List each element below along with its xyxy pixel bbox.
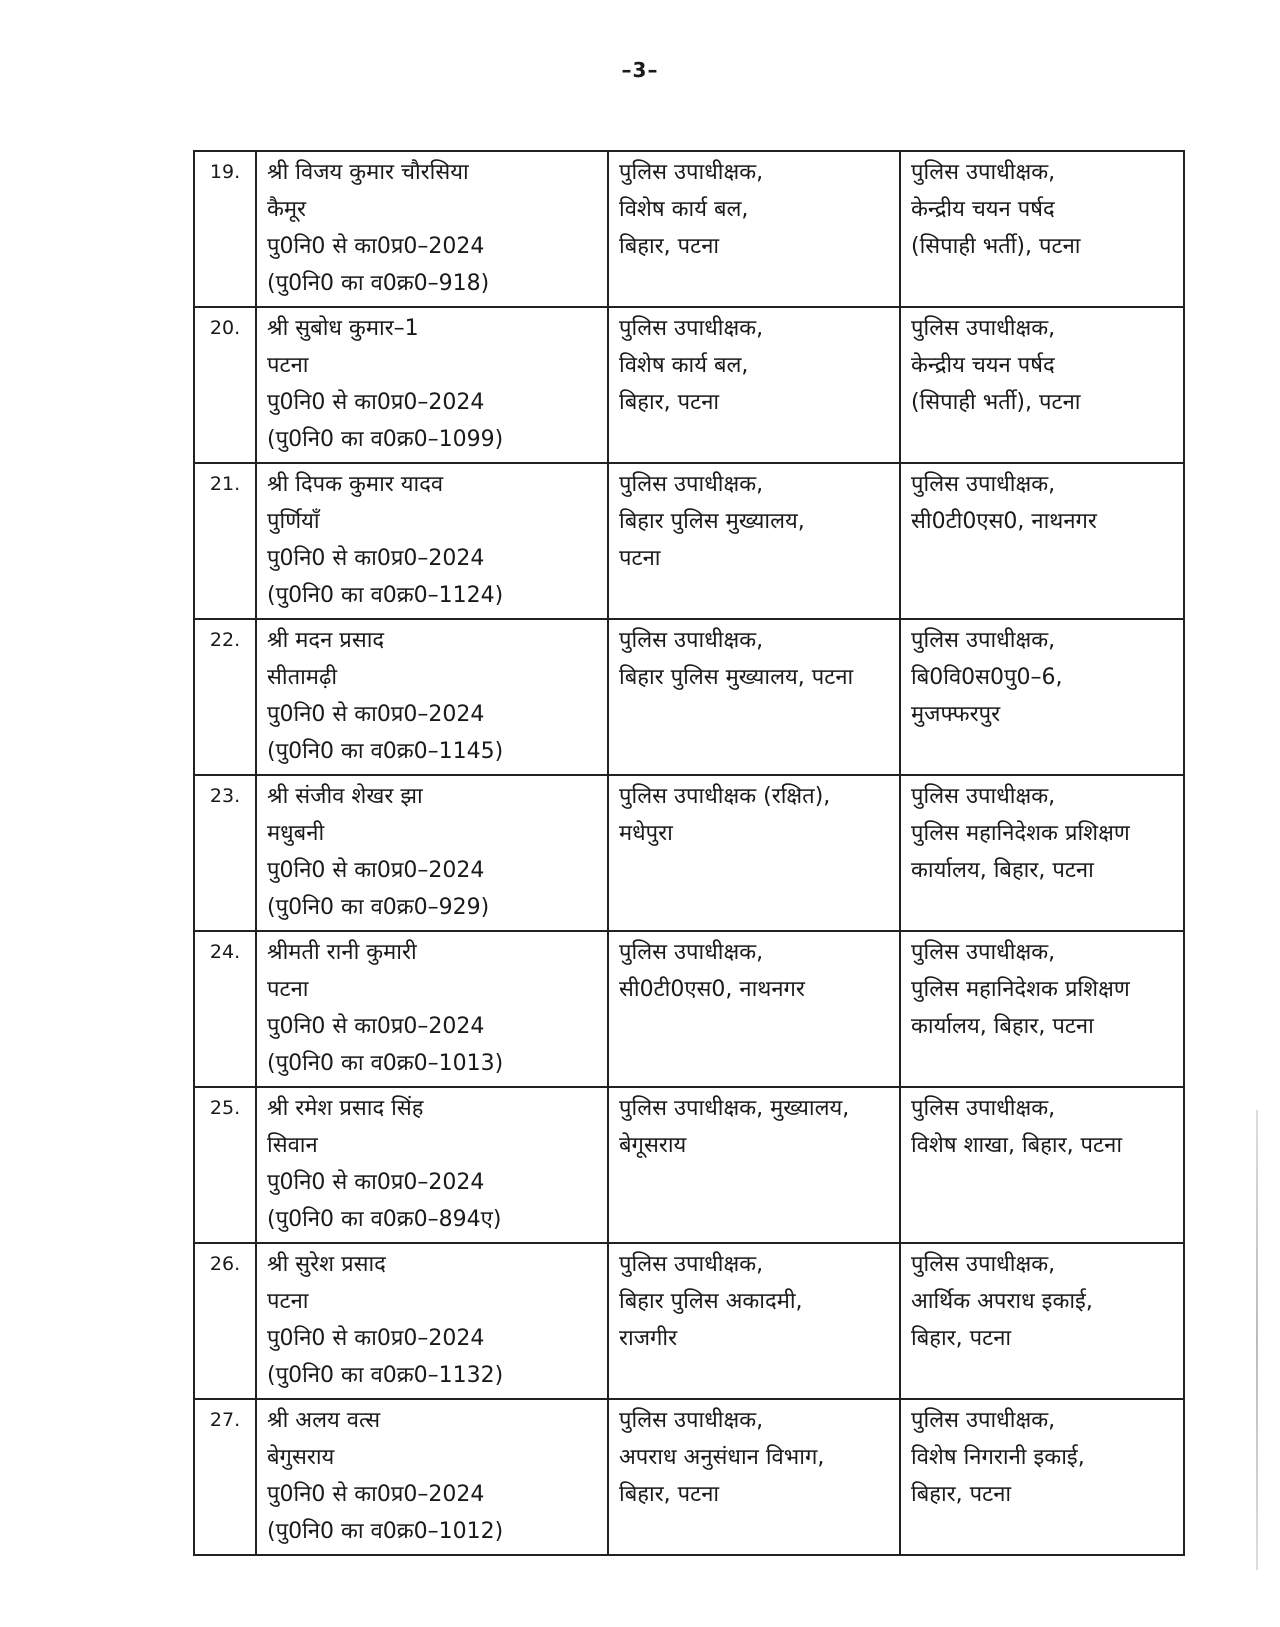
current-posting-line: बिहार पुलिस अकादमी,	[619, 1289, 803, 1314]
current-posting-cell	[608, 307, 900, 463]
current-posting-line: अपराध अनुसंधान विभाग,	[619, 1445, 825, 1470]
officer-name: श्री विजय कुमार चौरसिया	[267, 160, 469, 185]
table-row	[194, 463, 1184, 619]
officer-name: श्री रमेश प्रसाद सिंह	[267, 1096, 424, 1121]
new-posting-line: पुलिस उपाधीक्षक,	[911, 316, 1056, 341]
table-row	[194, 1087, 1184, 1243]
officer-details-cell	[256, 463, 608, 619]
new-posting-line: पुलिस उपाधीक्षक,	[911, 472, 1056, 497]
serial-number-cell: 19.	[194, 151, 256, 307]
seniority-info: (पु0नि0 का व0क्र0–1099)	[267, 427, 504, 452]
table-row	[194, 1399, 1184, 1555]
promotion-info: पु0नि0 से का0प्र0–2024	[267, 234, 485, 259]
officer-name: श्री मदन प्रसाद	[267, 628, 385, 653]
seniority-info: (पु0नि0 का व0क्र0–1012)	[267, 1519, 504, 1544]
promotion-info: पु0नि0 से का0प्र0–2024	[267, 1170, 485, 1195]
new-posting-line: (सिपाही भर्ती), पटना	[911, 390, 1081, 415]
new-posting-line: पुलिस महानिदेशक प्रशिक्षण	[911, 977, 1130, 1002]
new-posting-line: पुलिस महानिदेशक प्रशिक्षण	[911, 821, 1130, 846]
officer-name: श्री अलय वत्स	[267, 1408, 381, 1433]
new-posting-cell	[900, 775, 1184, 931]
officer-name: श्री दिपक कुमार यादव	[267, 472, 444, 497]
current-posting-line: विशेष कार्य बल,	[619, 197, 749, 222]
promotion-info: पु0नि0 से का0प्र0–2024	[267, 390, 485, 415]
current-posting-line: बेगूसराय	[619, 1133, 687, 1158]
seniority-info: (पु0नि0 का व0क्र0–929)	[267, 895, 490, 920]
new-posting-cell	[900, 619, 1184, 775]
serial-number-cell: 25.	[194, 1087, 256, 1243]
new-posting-line: मुजफ्फरपुर	[911, 702, 1001, 727]
seniority-info: (पु0नि0 का व0क्र0–1145)	[267, 739, 504, 764]
new-posting-line: पुलिस उपाधीक्षक,	[911, 940, 1056, 965]
seniority-info: (पु0नि0 का व0क्र0–1013)	[267, 1051, 504, 1076]
serial-number-cell: 27.	[194, 1399, 256, 1555]
current-posting-cell	[608, 1243, 900, 1399]
new-posting-line: पुलिस उपाधीक्षक,	[911, 1252, 1056, 1277]
officer-details-cell	[256, 775, 608, 931]
new-posting-line: केन्द्रीय चयन पर्षद	[911, 197, 1055, 222]
current-posting-cell	[608, 463, 900, 619]
serial-number-cell: 20.	[194, 307, 256, 463]
promotion-info: पु0नि0 से का0प्र0–2024	[267, 858, 485, 883]
officer-details-cell	[256, 1087, 608, 1243]
current-posting-cell	[608, 1399, 900, 1555]
new-posting-line: बिहार, पटना	[911, 1482, 1012, 1507]
current-posting-line: पुलिस उपाधीक्षक (रक्षित),	[619, 784, 831, 809]
officer-details-cell	[256, 1243, 608, 1399]
officer-name: श्री सुरेश प्रसाद	[267, 1252, 386, 1277]
current-posting-line: पुलिस उपाधीक्षक,	[619, 940, 764, 965]
current-posting-line: बिहार पुलिस मुख्यालय,	[619, 509, 805, 534]
current-posting-line: पुलिस उपाधीक्षक,	[619, 1252, 764, 1277]
current-posting-line: पुलिस उपाधीक्षक,	[619, 316, 764, 341]
new-posting-line: (सिपाही भर्ती), पटना	[911, 234, 1081, 259]
table-row	[194, 307, 1184, 463]
current-posting-cell	[608, 619, 900, 775]
serial-number-cell: 26.	[194, 1243, 256, 1399]
table-row	[194, 931, 1184, 1087]
new-posting-line: केन्द्रीय चयन पर्षद	[911, 353, 1055, 378]
current-posting-line: बिहार, पटना	[619, 234, 720, 259]
officer-district: पटना	[267, 1289, 309, 1314]
current-posting-line: विशेष कार्य बल,	[619, 353, 749, 378]
new-posting-line: बि0वि0स0पु0–6,	[911, 665, 1063, 690]
officer-district: पुर्णियाँ	[267, 509, 320, 534]
new-posting-line: कार्यालय, बिहार, पटना	[911, 858, 1094, 883]
new-posting-line: पुलिस उपाधीक्षक,	[911, 1096, 1056, 1121]
current-posting-line: बिहार पुलिस मुख्यालय, पटना	[619, 665, 854, 690]
current-posting-line: मधेपुरा	[619, 821, 673, 846]
officer-district: सिवान	[267, 1133, 318, 1158]
current-posting-cell	[608, 931, 900, 1087]
page-number: –3–	[621, 58, 659, 82]
officer-district: बेगुसराय	[267, 1445, 335, 1470]
promotion-info: पु0नि0 से का0प्र0–2024	[267, 1482, 485, 1507]
officer-details-cell	[256, 307, 608, 463]
current-posting-line: पटना	[619, 546, 661, 571]
current-posting-line: पुलिस उपाधीक्षक, मुख्यालय,	[619, 1096, 850, 1121]
new-posting-line: आर्थिक अपराध इकाई,	[911, 1289, 1093, 1314]
new-posting-cell	[900, 463, 1184, 619]
serial-number-cell: 23.	[194, 775, 256, 931]
new-posting-line: विशेष शाखा, बिहार, पटना	[911, 1133, 1123, 1158]
officer-details-cell	[256, 619, 608, 775]
officer-name: श्रीमती रानी कुमारी	[267, 940, 417, 965]
serial-number-cell: 24.	[194, 931, 256, 1087]
new-posting-line: पुलिस उपाधीक्षक,	[911, 160, 1056, 185]
page-edge-shadow	[1256, 1110, 1258, 1570]
officer-district: सीतामढ़ी	[267, 665, 338, 690]
seniority-info: (पु0नि0 का व0क्र0–1124)	[267, 583, 504, 608]
new-posting-line: बिहार, पटना	[911, 1326, 1012, 1351]
table-row	[194, 775, 1184, 931]
current-posting-line: सी0टी0एस0, नाथनगर	[619, 977, 805, 1002]
promotion-info: पु0नि0 से का0प्र0–2024	[267, 1326, 485, 1351]
officer-details-cell	[256, 931, 608, 1087]
table-row	[194, 619, 1184, 775]
new-posting-cell	[900, 151, 1184, 307]
current-posting-line: पुलिस उपाधीक्षक,	[619, 160, 764, 185]
current-posting-line: बिहार, पटना	[619, 1482, 720, 1507]
seniority-info: (पु0नि0 का व0क्र0–894ए)	[267, 1207, 502, 1232]
officer-district: पटना	[267, 353, 309, 378]
table-row	[194, 151, 1184, 307]
current-posting-line: पुलिस उपाधीक्षक,	[619, 628, 764, 653]
current-posting-cell	[608, 775, 900, 931]
promotion-info: पु0नि0 से का0प्र0–2024	[267, 546, 485, 571]
officer-name: श्री संजीव शेखर झा	[267, 784, 423, 809]
officer-name: श्री सुबोध कुमार–1	[267, 316, 419, 341]
promotion-info: पु0नि0 से का0प्र0–2024	[267, 702, 485, 727]
officer-district: कैमूर	[267, 197, 307, 222]
new-posting-cell	[900, 1243, 1184, 1399]
officer-details-cell	[256, 151, 608, 307]
current-posting-cell	[608, 1087, 900, 1243]
promotion-info: पु0नि0 से का0प्र0–2024	[267, 1014, 485, 1039]
table-row	[194, 1243, 1184, 1399]
serial-number-cell: 22.	[194, 619, 256, 775]
current-posting-line: राजगीर	[619, 1326, 678, 1351]
officer-details-cell	[256, 1399, 608, 1555]
new-posting-cell	[900, 1399, 1184, 1555]
current-posting-cell	[608, 151, 900, 307]
current-posting-line: बिहार, पटना	[619, 390, 720, 415]
new-posting-line: पुलिस उपाधीक्षक,	[911, 784, 1056, 809]
new-posting-cell	[900, 1087, 1184, 1243]
new-posting-line: विशेष निगरानी इकाई,	[911, 1445, 1085, 1470]
new-posting-line: कार्यालय, बिहार, पटना	[911, 1014, 1094, 1039]
new-posting-line: सी0टी0एस0, नाथनगर	[911, 509, 1097, 534]
new-posting-cell	[900, 931, 1184, 1087]
table-body	[194, 151, 1184, 1555]
current-posting-line: पुलिस उपाधीक्षक,	[619, 472, 764, 497]
seniority-info: (पु0नि0 का व0क्र0–1132)	[267, 1363, 504, 1388]
officer-district: पटना	[267, 977, 309, 1002]
officer-district: मधुबनी	[267, 821, 325, 846]
new-posting-line: पुलिस उपाधीक्षक,	[911, 1408, 1056, 1433]
new-posting-line: पुलिस उपाधीक्षक,	[911, 628, 1056, 653]
transfer-table	[193, 150, 1185, 1556]
new-posting-cell	[900, 307, 1184, 463]
seniority-info: (पु0नि0 का व0क्र0–918)	[267, 271, 490, 296]
current-posting-line: पुलिस उपाधीक्षक,	[619, 1408, 764, 1433]
serial-number-cell: 21.	[194, 463, 256, 619]
